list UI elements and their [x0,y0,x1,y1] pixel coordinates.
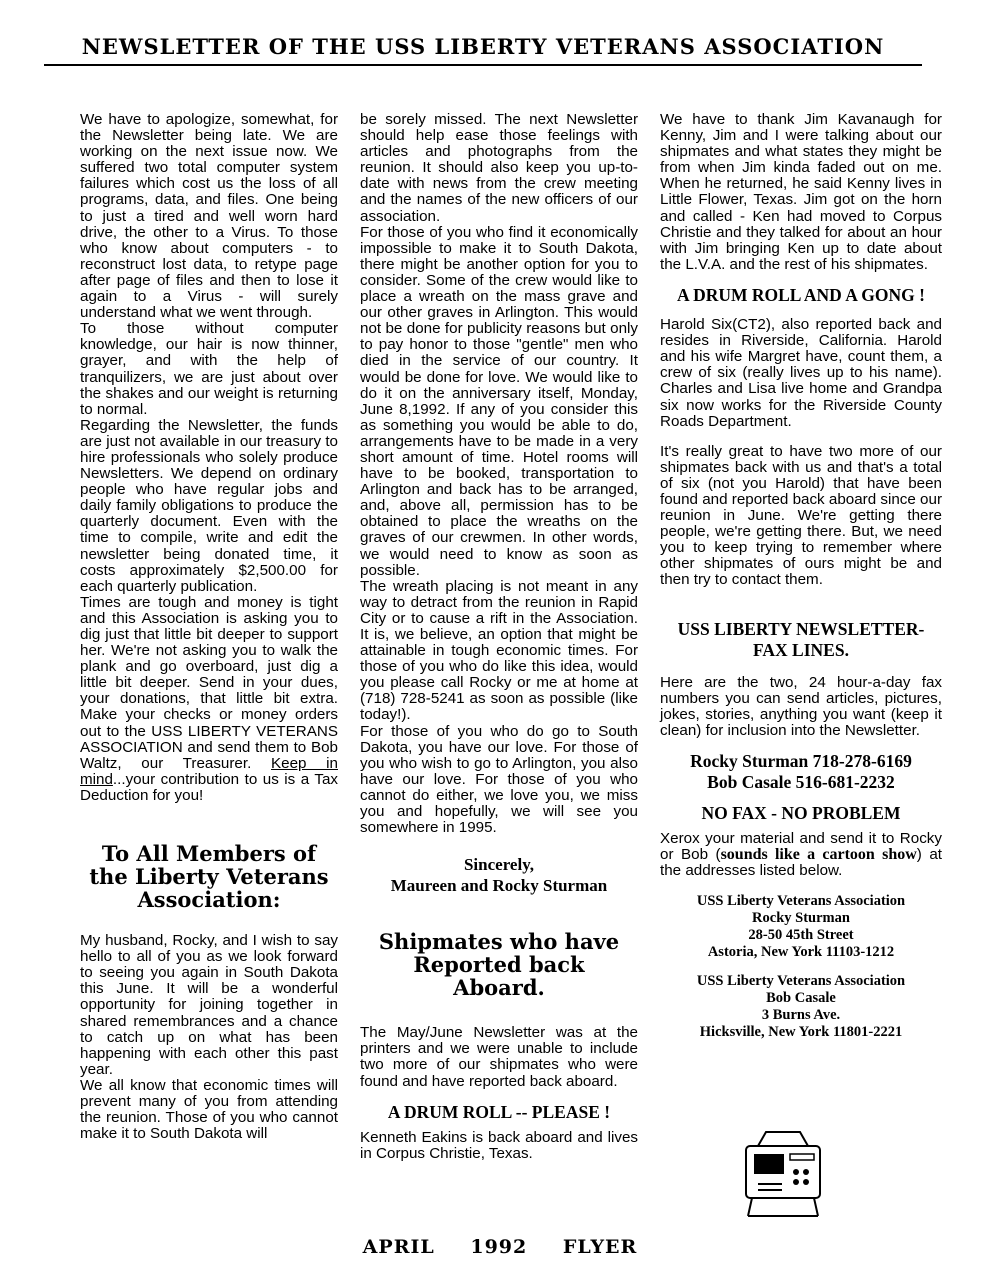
wreath-option-paragraph: For those of you who find it economically impossible to make it to South Dakota, there might be another option for you to consider. Some of the crew would like to place a wreath on the mass grave and our other graves in Arlington. This would not be done for publicity reasons but only to pay honor to those "gentle" men who died in the service of our country. It would be done for love. We would like to do it on the anniversary itself, Monday, June 8,1992. If any of you consider this as something you would be able to do, arrangements have to be made in a very short amount of time. Hotel rooms will have to be booked, transportation to Arlington and back has to be arranged, and, above all, permission has to be obtained to place the wreaths on the graves of our crewmen. In other words, we would need to know as soon as possible. [360,223,638,579]
kavanaugh-paragraph: We have to thank Jim Kavanaugh for Kenny, Jim and I were talking about our shipmates and what states they might be from when Jim kinda faded out on me. When he returned, he said Kenny lives in Little Flower, Texas. Jim got on the horn and called - Ken had moved to Corpus Christie and they talked for about an hour with Jim bringing Ken up to date about the L.V.A. and the rest of his shipmates. [660,111,942,273]
column-3 [660,112,942,1041]
address-line: USS Liberty Veterans Association [696,893,906,910]
address-line: Rocky Sturman [752,910,850,927]
apology-paragraph: We have to apologize, somewhat, for the Newsletter being late. We are working on the next issue now. We suffered two total computer system failures which cost us the loss of all programs, data, and files. One being to just a tired and well worn hard drive, the other to a Virus. To those who know about computers - to reconstruct lost data, to retype page after page of files and then to lose it again to a Virus - will surely understand what we went through. [80,111,338,322]
may-june-paragraph: The May/June Newsletter was at the printers and we were unable to include two more of our shipmates who were found and have reported back aboard. [360,1024,638,1090]
shipmates-heading: Shipmates who have Reported back Aboard. [378,929,620,1001]
address-bob [660,973,942,1041]
no-fax-heading: NO FAX - NO PROBLEM [701,802,901,823]
keep-in-mind-text: Keep in mind [80,754,338,788]
funds-paragraph: Regarding the Newsletter, the funds are just not available in our treasury to hire professionals who solely produce Newsletters. We depend on ordinary people who have regular jobs and daily family obligations to produce the quarterly document. Even with the time to compile, write and edit the newsletter being donated time, it costs approximately $2,500.00 for each quarterly publication. [80,416,338,595]
addresses-text: ) at the addresses listed below. [660,846,942,880]
address-line: Bob Casale [766,990,836,1007]
address-line: Hicksville, New York 11801-2221 [699,1024,903,1041]
fax-bob: Bob Casale 516-681-2232 [707,771,895,792]
wreath-placing-paragraph: The wreath placing is not meant in any way to detract from the reunion in Rapid City or to cause a rift in the Association. It is, we believe, an option that might be attainable in tough economic times. For those of you who do like this idea, would you please call Rocky or me at home at (718) 728-5241 as soon as possible (like today!). [360,577,638,724]
column-1 [80,112,338,1142]
address-line: USS Liberty Veterans Association [696,973,906,990]
sorely-missed-paragraph: be sorely missed. The next Newsletter should help ease those feelings with articles and photographs from the reunion. It should also keep you up-to-date with news from the crew meeting and the names of the new officers of our association. [360,111,638,225]
closing: Sincerely, [463,855,535,875]
cartoon-show-text: sounds like a cartoon show [720,846,917,864]
greeting-paragraph: My husband, Rocky, and I wish to say hello to all of you as we look forward to seeing you again in South Dakota this June. It will be a wonderful opportunity for joining together in shared remembrances and a chance to catch up on what has been happening with each other this past year. [80,932,338,1078]
fax-lines-heading: USS LIBERTY NEWSLETTER- FAX LINES. [677,618,925,660]
love-paragraph: For those of you who do go to South Dakota, you have our love. For those of you who wish to go to Arlington, you also have our love. For those of you who cannot do either, we love you, we miss you and hopefully, we will see you somewhere in 1995. [360,722,638,837]
signers: Maureen and Rocky Sturman [390,876,608,896]
drum-roll-please-heading: A DRUM ROLL -- PLEASE ! [387,1101,611,1122]
computer-knowledge-paragraph: To those without computer knowledge, our hair is now thinner, grayer, and with the help of tranquilizers, we are just about over the shakes and our weight is returning to normal. [80,320,338,418]
address-line: Astoria, New York 11103-1212 [707,944,895,961]
dues-text: Times are tough and money is tight and this Association is asking you to dig just that little bit deeper to support her. We're not asking you to walk the plank and go overboard, just dig a little bit deeper. Send in your dues, your donations, that little bit extra. Make your checks or money orders out to the USS LIBERTY VETERANS ASSOCIATION and send them to Bob Waltz, our Treasurer. [80,593,338,772]
great-to-have-paragraph: It's really great to have two more of our shipmates back with us and that's a total of six (not you Harold) that have been found and reported back aboard since our reunion in June. We're getting there people, we're getting there. But, we need you to keep trying to remember where other shipmates of ours might be and then try to contact them. [660,442,943,589]
xerox-paragraph [660,831,942,879]
address-rocky [660,893,942,961]
eakins-paragraph: Kenneth Eakins is back aboard and lives in Corpus Christie, Texas. [360,1128,638,1162]
address-line: 28-50 45th Street [748,927,854,944]
masthead-title: NEWSLETTER OF THE USS LIBERTY VETERANS ASSOCIATION [81,34,885,59]
masthead-rule [44,64,922,66]
footer-issue: APRIL 1992 FLYER [362,1236,638,1258]
xerox-text: Xerox your material and send it to Rocky or Bob ( [660,830,942,864]
column-2 [360,112,638,1162]
economic-times-paragraph: We all know that economic times will prevent many of you from attending the reunion. Those of you who cannot make it to South Dakota will [80,1076,338,1143]
tax-deduction-text: ...your contribution to us is a Tax Deduction for you! [80,770,338,804]
members-heading: To All Members of the Liberty Veterans Association: [89,841,329,913]
drum-roll-gong-heading: A DRUM ROLL AND A GONG ! [677,284,925,305]
fax-rocky: Rocky Sturman 718-278-6169 [690,750,912,771]
fax-machine-clipart-icon [738,1128,828,1220]
address-line: 3 Burns Ave. [761,1007,841,1024]
dues-paragraph [80,595,338,804]
harold-six-paragraph: Harold Six(CT2), also reported back and resides in Riverside, California. Harold and his wife Margret have, count them, a crew of six (really lives up to his name). Charles and Lisa live home and Grandpa six now works for the Riverside County Roads Department. [660,316,942,430]
fax-numbers-paragraph: Here are the two, 24 hour-a-day fax numbers you can send articles, pictures, jokes, stories, anything you want (keep it clean) for inclusion into the Newsletter. [660,673,942,739]
